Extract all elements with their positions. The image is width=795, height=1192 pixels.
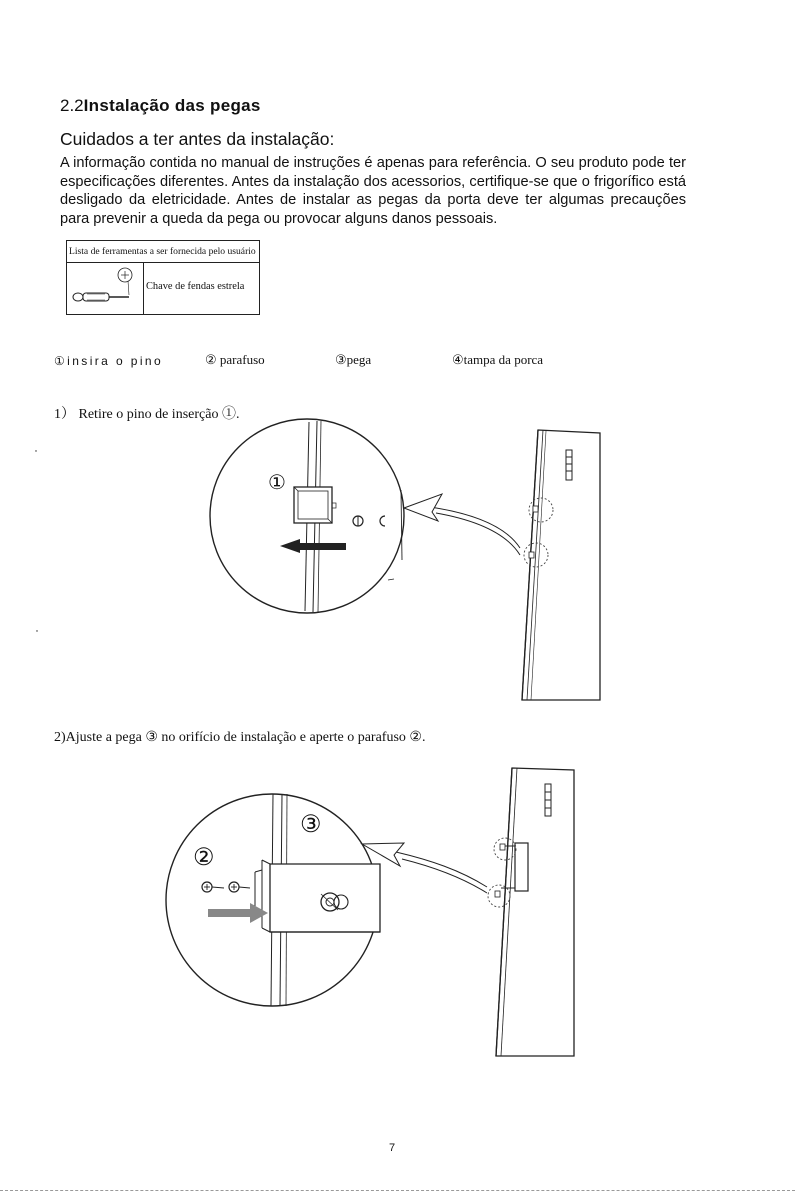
tool-name: Chave de fendas estrela	[146, 281, 245, 292]
callout-1: ①	[268, 472, 286, 494]
legend-item-insert-pin: ①insira o pino	[54, 354, 164, 368]
tools-table-header: Lista de ferramentas a ser fornecida pelo usuário	[67, 241, 259, 263]
legend-item-nut-cover: ④tampa da porca	[452, 352, 544, 367]
screwdriver-icon	[67, 263, 143, 315]
step-2-illustration	[0, 760, 795, 1090]
legend-item-handle: ③pega	[335, 352, 372, 367]
step-1-illustration	[0, 395, 795, 725]
page-number: 7	[389, 1142, 396, 1154]
legend-item-screw: ② parafuso	[205, 352, 265, 367]
section-title-text: Instalação das pegas	[83, 96, 261, 115]
precautions-heading: Cuidados a ter antes da instalação:	[60, 129, 335, 149]
callout-3: ③	[300, 812, 322, 838]
section-title	[60, 96, 261, 116]
section-number: 2.2	[60, 96, 84, 115]
step-2-text: 2)Ajuste a pega ③ no orifício de instalação e aperte o parafuso ②.	[54, 730, 426, 745]
step-1-text: 1） Retire o pino de inserção ①.	[54, 407, 240, 422]
precautions-paragraph: A informação contida no manual de instruções é apenas para referência. O seu produto pode ter especificações diferentes. Antes da instalação dos acessorios, certifique-se que o frigorífico está desligado da eletricidade. Antes de instalar as pegas da porta deve ter algumas precauções para prevenir a queda da pega ou provocar alguns danos pessoais.	[60, 155, 686, 227]
bottom-border	[0, 1190, 795, 1191]
callout-2: ②	[193, 845, 215, 871]
tools-table-divider	[143, 263, 144, 314]
tools-table	[66, 240, 260, 315]
